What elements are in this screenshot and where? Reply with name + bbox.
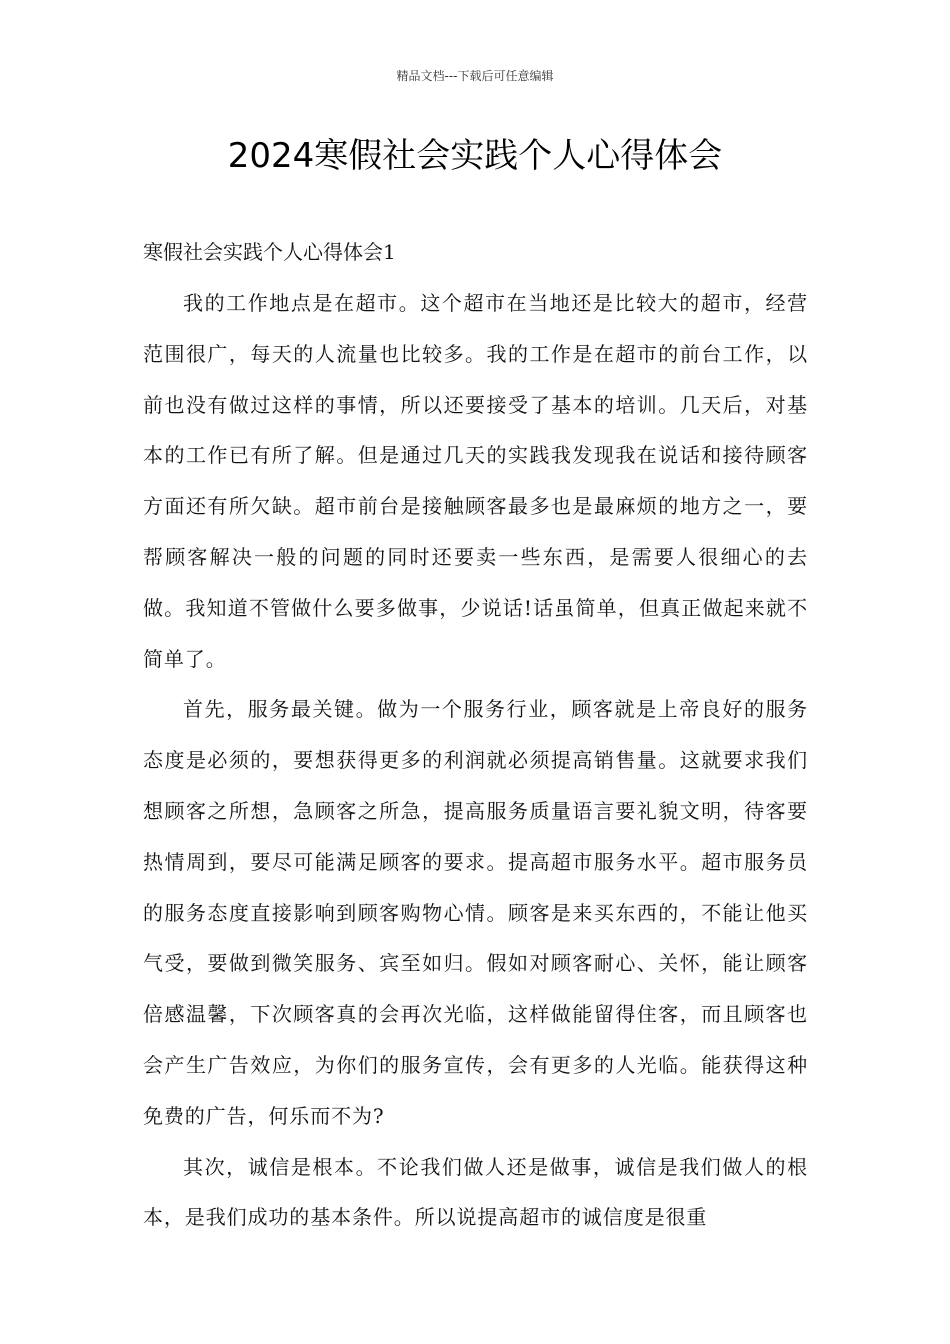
paragraph-3: 其次，诚信是根本。不论我们做人还是做事，诚信是我们做人的根本，是我们成功的基本条件。所以说提高超市的诚信度是很重	[143, 1154, 808, 1230]
paragraph-2: 首先，服务最关键。做为一个服务行业，顾客就是上帝良好的服务态度是必须的，要想获得更多的利润就必须提高销售量。这就要求我们想顾客之所想，急顾客之所急，提高服务质量语言要礼貌文明，待客要热情周到，要尽可能满足顾客的要求。提高超市服务水平。超市服务员的服务态度直接影响到顾客购物心情。顾客是来买东西的，不能让他买气受，要做到微笑服务、宾至如归。假如对顾客耐心、关怀，能让顾客倍感温馨，下次顾客真的会再次光临，这样做能留得住客，而且顾客也会产生广告效应，为你们的服务宣传，会有更多的人光临。能获得这种免费的广告，何乐而不为?	[143, 697, 808, 1128]
section-heading: 寒假社会实践个人心得体会1	[143, 240, 396, 264]
paragraph-1: 我的工作地点是在超市。这个超市在当地还是比较大的超市，经营范围很广，每天的人流量也比较多。我的工作是在超市的前台工作，以前也没有做过这样的事情，所以还要接受了基本的培训。几天后，对基本的工作已有所了解。但是通过几天的实践我发现我在说话和接待顾客方面还有所欠缺。超市前台是接触顾客最多也是最麻烦的地方之一，要帮顾客解决一般的问题的同时还要卖一些东西，是需要人很细心的去做。我知道不管做什么要多做事，少说话!话虽简单，但真正做起来就不简单了。	[143, 291, 808, 671]
document-title: 2024寒假社会实践个人心得体会	[227, 136, 723, 176]
document-body	[143, 232, 808, 1243]
header-note: 精品文档---下载后可任意编辑	[396, 69, 554, 83]
